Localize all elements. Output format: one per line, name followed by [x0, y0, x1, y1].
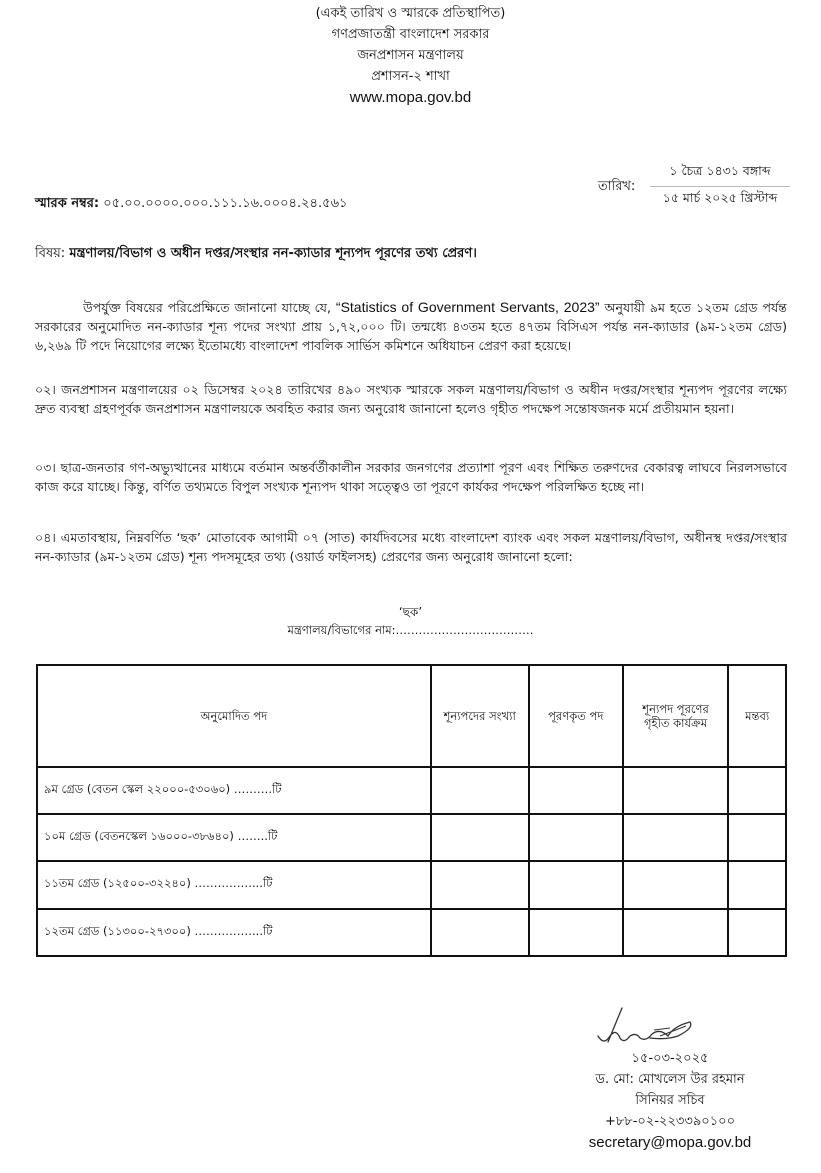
actions-taken-cell[interactable] [623, 767, 729, 814]
table-row [37, 814, 786, 861]
form-title: ‘ছক’ [398, 605, 423, 619]
vacancy-count-cell[interactable] [431, 861, 529, 908]
grade-12-label: ১২তম গ্রেড (১১৩০০-২৭৩০০) ……………...টি [37, 909, 431, 956]
table-header-row [37, 665, 786, 767]
column-header-filled-posts: পূরণকৃত পদ [529, 665, 623, 767]
memo-label: স্মারক নম্বর: [35, 196, 100, 211]
paragraph-3: ০৩। ছাত্র-জনতার গণ-অভ্যুত্থানের মাধ্যমে বর্তমান অন্তর্বর্তীকালীন সরকার জনগণের প্রত্যাশা পূরণ এবং শিক্ষিত তরুণদের বেকারত্ব লাঘবে নিরলসভাবে কাজ করে যাচ্ছে। কিন্তু, বর্ণিত তথ্যমতে বিপুল সংখ্যক শূন্যপদ থাকা সত্ত্বেও তা পূরণে কার্যকর পদক্ষেপ পরিলক্ষিত হচ্ছে না। [35, 460, 787, 494]
column-header-remarks: মন্তব্য [728, 665, 786, 767]
remarks-cell[interactable] [728, 861, 786, 908]
paragraph-1 [35, 298, 787, 355]
table-row [37, 767, 786, 814]
signature-block [520, 1048, 820, 1153]
paragraph-1-intro: উপর্যুক্ত বিষয়ের পরিপ্রেক্ষিতে জানানো যাচ্ছে যে, [83, 300, 331, 315]
memo-number: ০৫.০০.০০০০.০০০.১১১.১৬.০০০৪.২৪.৫৬১ [103, 196, 348, 211]
actions-taken-cell[interactable] [623, 861, 729, 908]
date-gregorian: ১৫ মার্চ ২০২৫ খ্রিস্টাব্দ [662, 190, 778, 205]
remarks-cell[interactable] [728, 909, 786, 956]
vacancy-count-cell[interactable] [431, 767, 529, 814]
ministry-name-field-label: মন্ত্রণালয়/বিভাগের নাম:……………………………… [287, 623, 534, 637]
ministry-name: জনপ্রশাসন মন্ত্রণালয় [357, 48, 464, 63]
vacancy-form-table [36, 664, 787, 957]
paragraph-1-rest: অনুযায়ী ৯ম হতে ১২তম গ্রেড পর্যন্ত সরকারের অনুমোদিত নন-ক্যাডার শূন্য পদের সংখ্যা প্রায় ১,৭২,০০০ টি। তন্মধ্যে ৪৩তম হতে ৪৭তম বিসিএস পর্যন্ত নন-ক্যাডার (৯ম-১২তম গ্রেড) ৬,২৬৯ টি পদে নিয়োগের লক্ষ্যে ইতোমধ্যে বাংলাদেশ পাবলিক সার্ভিস কমিশনে অধিযাচন প্রেরণ করা হয়েছে। [35, 300, 787, 353]
paragraph-2: ০২। জনপ্রশাসন মন্ত্রণালয়ের ০২ ডিসেম্বর ২০২৪ তারিখের ৪৯০ সংখ্যক স্মারকে সকল মন্ত্রণালয়/বিভাগ ও অধীন দপ্তর/সংস্থার শূন্যপদ পূরণের লক্ষ্যে দ্রুত ব্যবস্থা গ্রহণপূর্বক জনপ্রশাসন মন্ত্রণালয়কে অবহিত করার জন্য অনুরোধ জানানো হলেও গৃহীত পদক্ষেপ সন্তোষজনক মর্মে প্রতীয়মান হয়না। [35, 382, 787, 416]
table-row [37, 909, 786, 956]
vacancy-count-cell[interactable] [431, 814, 529, 861]
table-row [37, 861, 786, 908]
website-link[interactable]: www.mopa.gov.bd [349, 89, 472, 106]
filled-posts-cell[interactable] [529, 767, 623, 814]
signatory-name: ড. মো: মোখলেস উর রহমান [595, 1072, 745, 1087]
date-block [598, 163, 790, 210]
filled-posts-cell[interactable] [529, 814, 623, 861]
signatory-phone: +৮৮-০২-২২৩৩৯০১০০ [604, 1114, 736, 1129]
grade-11-label: ১১তম গ্রেড (১২৫০০-৩২২৪০) ……………...টি [37, 861, 431, 908]
paragraph-4: ০৪। এমতাবস্থায়, নিম্নবর্ণিত ‘ছক’ মোতাবেক আগামী ০৭ (সাত) কার্যদিবসের মধ্যে বাংলাদেশ ব্যাংক এবং সকল মন্ত্রণালয়/বিভাগ, অধীনস্থ দপ্তর/সংস্থার নন-ক্যাডার (৯ম-১২তম গ্রেড) শূন্য পদসমূহের তথ্য (ওয়ার্ড ফাইলসহ) প্রেরণের জন্য অনুরোধ জানানো হলো: [35, 530, 787, 564]
replacement-note: (একই তারিখ ও স্মারকে প্রতিস্থাপিত) [315, 6, 506, 21]
signatory-designation: সিনিয়র সচিব [635, 1093, 705, 1108]
letterhead [0, 3, 821, 108]
government-name: গণপ্রজাতন্ত্রী বাংলাদেশ সরকার [331, 27, 490, 42]
vacancy-count-cell[interactable] [431, 909, 529, 956]
subject-line [35, 244, 477, 265]
date-label: তারিখ: [598, 179, 636, 194]
remarks-cell[interactable] [728, 814, 786, 861]
grade-10-label: ১০ম গ্রেড (বেতনস্কেল ১৬০০০-৩৮৬৪০) ……..টি [37, 814, 431, 861]
signature-date: ১৫-০৩-২০২৫ [631, 1051, 709, 1066]
grade-9-label: ৯ম গ্রেড (বেতন স্কেল ২২০০০-৫৩০৬০) ……….টি [37, 767, 431, 814]
actions-taken-cell[interactable] [623, 909, 729, 956]
subject-text: মন্ত্রণালয়/বিভাগ ও অধীন দপ্তর/সংস্থার নন-ক্যাডার শূন্যপদ পূরণের তথ্য প্রেরণ। [69, 246, 477, 261]
column-header-approved-post: অনুমোদিত পদ [37, 665, 431, 767]
subject-label: বিষয়: [35, 246, 66, 261]
actions-taken-cell[interactable] [623, 814, 729, 861]
remarks-cell[interactable] [728, 767, 786, 814]
paragraph-1-quote: “Statistics of Government Servants, 2023” [335, 299, 600, 315]
filled-posts-cell[interactable] [529, 909, 623, 956]
signatory-email[interactable]: secretary@mopa.gov.bd [588, 1134, 752, 1151]
memo-number-line [35, 194, 347, 215]
date-bangla: ১ চৈত্র ১৪৩১ বঙ্গাব্দ [650, 163, 790, 187]
filled-posts-cell[interactable] [529, 861, 623, 908]
branch-name: প্রশাসন-২ শাখা [371, 69, 450, 84]
column-header-vacancy-count: শূন্যপদের সংখ্যা [431, 665, 529, 767]
handwritten-signature [590, 1006, 700, 1052]
column-header-actions-taken: শূন্যপদ পূরণের গৃহীত কার্যক্রম [623, 665, 729, 767]
